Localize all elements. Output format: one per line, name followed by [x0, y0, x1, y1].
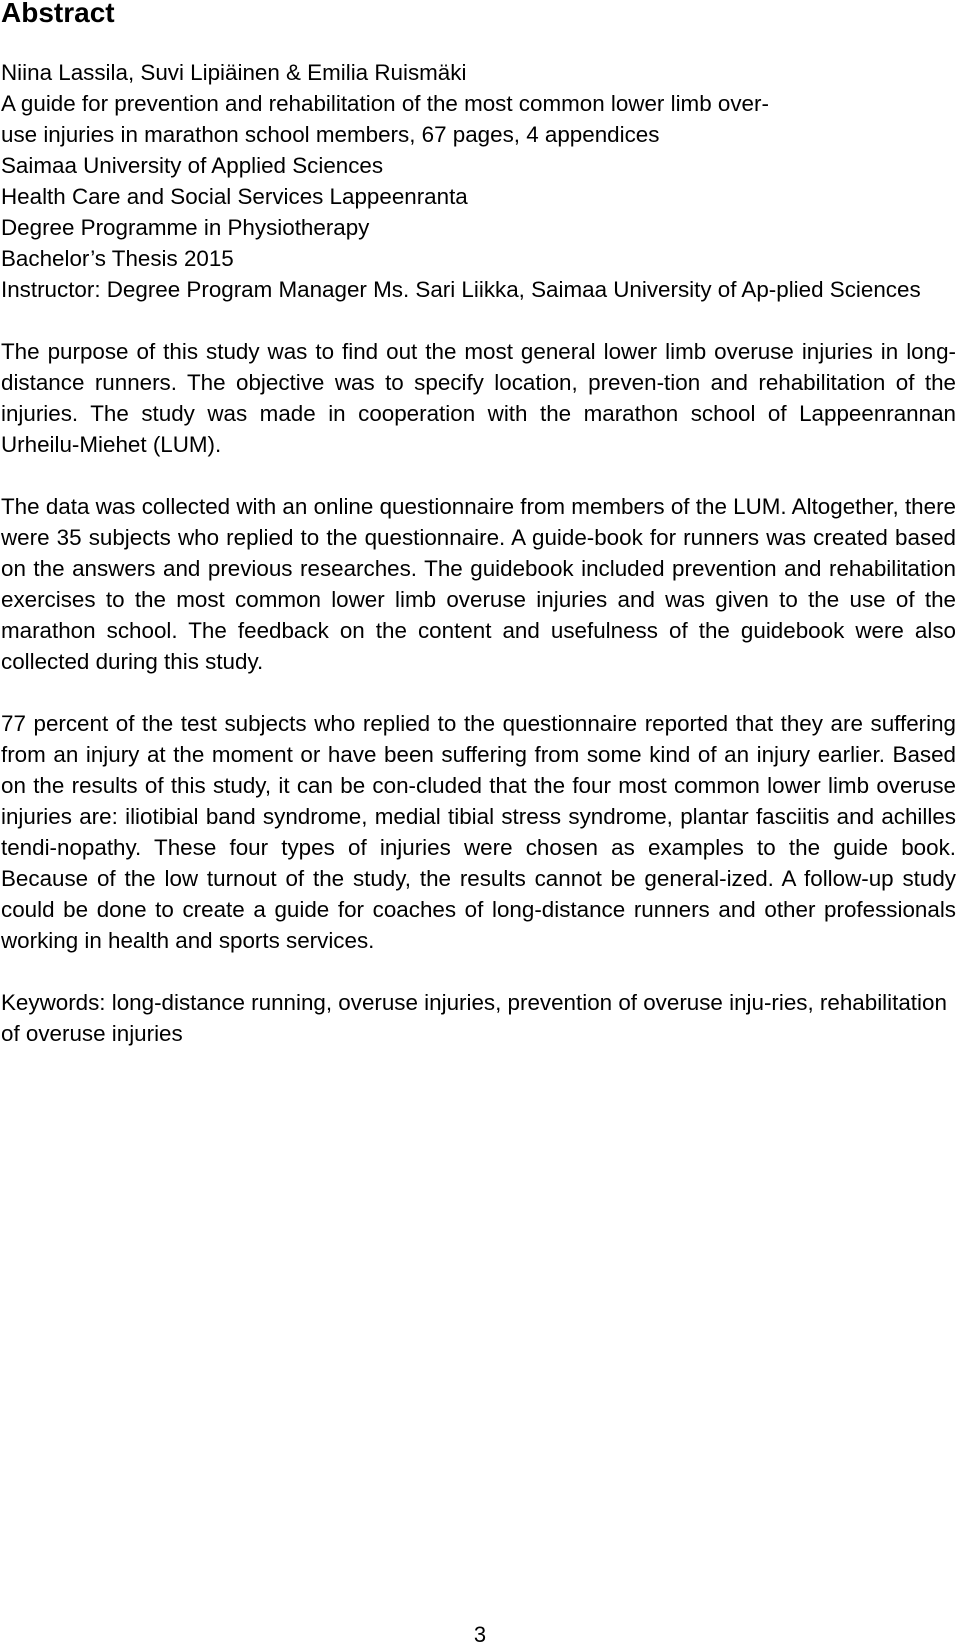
programme-line: Degree Programme in Physiotherapy: [1, 215, 370, 240]
institution-line: Saimaa University of Applied Sciences: [1, 153, 384, 178]
abstract-heading: Abstract: [1, 0, 115, 28]
thesis-title-line-2: use injuries in marathon school members, 67 pages, 4 appendices: [1, 122, 660, 147]
thesis-title-line-1: A guide for prevention and rehabilitation of the most common lower limb over-: [1, 91, 769, 116]
abstract-paragraph-purpose: The purpose of this study was to find out the most general lower limb overuse injuries in long-distance runners. The objective was to specify location, preven-tion and rehabilitation of the injuries. The study was made in cooperation with the marathon school of Lappeenrannan Urheilu-Miehet (LUM).: [1, 339, 956, 457]
thesis-type-line: Bachelor’s Thesis 2015: [1, 246, 234, 271]
abstract-body: [1, 57, 956, 1049]
faculty-line: Health Care and Social Services Lappeenranta: [1, 184, 468, 209]
instructor-line: Instructor: Degree Program Manager Ms. Sari Liikka, Saimaa University of Ap-plied Sciences: [1, 277, 921, 302]
authors-line: Niina Lassila, Suvi Lipiäinen & Emilia Ruismäki: [1, 60, 467, 85]
keywords-paragraph: Keywords: long-distance running, overuse injuries, prevention of overuse inju-ries, rehabilitation of overuse injuries: [1, 990, 947, 1046]
thesis-metadata: [1, 57, 956, 305]
page-number: 3: [473, 1622, 487, 1647]
abstract-paragraph-data: The data was collected with an online questionnaire from members of the LUM. Altogether, there were 35 subjects who replied to the questionnaire. A guide-book for runners was created based on the answers and previous researches. The guidebook included prevention and rehabilitation exercises to the most common lower limb overuse injuries and was given to the use of the marathon school. The feedback on the content and usefulness of the guidebook were also collected during this study.: [1, 494, 956, 674]
abstract-paragraph-results: 77 percent of the test subjects who replied to the questionnaire reported that they are suffering from an injury at the moment or have been suffering from some kind of an injury earlier. Based on the results of this study, it can be con-cluded that the four most common lower limb overuse injuries are: iliotibial band syndrome, medial tibial stress syndrome, plantar fasciitis and achilles tendi-nopathy. These four types of injuries were chosen as examples to the guide book. Because of the low turnout of the study, the results cannot be general-ized. A follow-up study could be done to create a guide for coaches of long-distance runners and other professionals working in health and sports services.: [1, 711, 956, 953]
